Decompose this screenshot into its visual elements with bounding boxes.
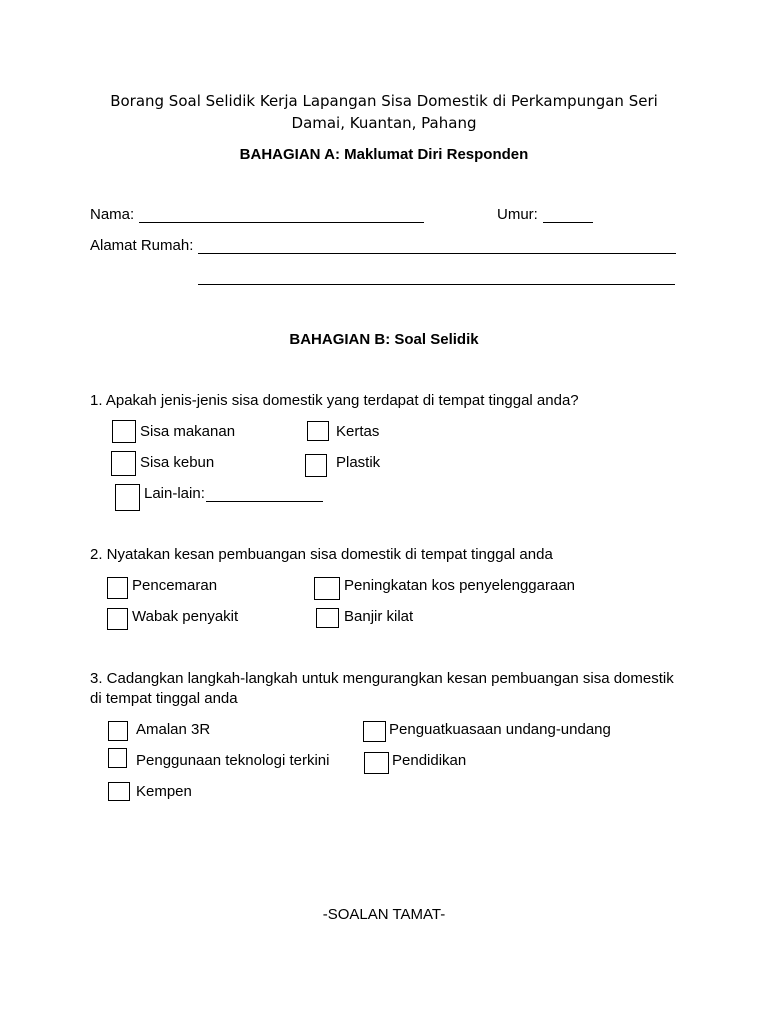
q2-banjir-kilat-label: Banjir kilat [344,608,414,625]
q3-amalan-3r-label: Amalan 3R [136,721,211,738]
q2-pencemaran-label: Pencemaran [132,577,218,594]
q2-peningkatan-kos-label: Peningkatan kos penyelenggaraan [344,577,576,594]
q2-banjir-kilat-checkbox[interactable] [316,608,339,628]
q3-pendidikan-checkbox[interactable] [364,752,389,774]
question-1-text: 1. Apakah jenis-jenis sisa domestik yang terdapat di tempat tinggal anda? [90,392,579,409]
q1-lain-lain-checkbox[interactable] [115,484,140,511]
address-field-line-2[interactable] [198,268,675,285]
q1-sisa-makanan-label: Sisa makanan [140,423,236,440]
form-title-line-2: Damai, Kuantan, Pahang [291,114,477,132]
section-a-heading: BAHAGIAN A: Maklumat Diri Responden [239,146,529,163]
name-field[interactable] [139,206,424,223]
name-label: Nama: [90,206,135,223]
address-label: Alamat Rumah: [90,237,194,254]
question-2-text: 2. Nyatakan kesan pembuangan sisa domestik di tempat tinggal anda [90,546,553,563]
section-b-heading: BAHAGIAN B: Soal Selidik [289,331,479,348]
end-of-questions: -SOALAN TAMAT- [322,906,446,923]
age-field[interactable] [543,206,593,223]
q3-amalan-3r-checkbox[interactable] [108,721,128,741]
q1-sisa-makanan-checkbox[interactable] [112,420,136,443]
q3-penguatkuasaan-checkbox[interactable] [363,721,386,742]
q1-sisa-kebun-checkbox[interactable] [111,451,136,476]
q3-kempen-label: Kempen [136,783,192,800]
q3-teknologi-checkbox[interactable] [108,748,127,768]
q1-kertas-label: Kertas [336,423,380,440]
q3-teknologi-label: Penggunaan teknologi terkini [136,752,330,769]
form-title-line-1: Borang Soal Selidik Kerja Lapangan Sisa Domestik di Perkampungan Seri [110,92,658,110]
q2-peningkatan-kos-checkbox[interactable] [314,577,340,600]
q2-pencemaran-checkbox[interactable] [107,577,128,599]
q1-sisa-kebun-label: Sisa kebun [140,454,215,471]
q1-lain-lain-label: Lain-lain: [144,485,205,502]
address-field-line-1[interactable] [198,237,676,254]
age-label: Umur: [497,206,538,223]
q2-wabak-penyakit-checkbox[interactable] [107,608,128,630]
q3-penguatkuasaan-label: Penguatkuasaan undang-undang [389,721,611,738]
q1-lain-lain-field[interactable] [206,485,323,502]
question-3-text-line-2: di tempat tinggal anda [90,690,238,707]
q2-wabak-penyakit-label: Wabak penyakit [132,608,239,625]
q3-pendidikan-label: Pendidikan [392,752,467,769]
q1-kertas-checkbox[interactable] [307,421,329,441]
q1-plastik-label: Plastik [336,454,381,471]
question-3-text-line-1: 3. Cadangkan langkah-langkah untuk mengurangkan kesan pembuangan sisa domestik [90,670,674,687]
q3-kempen-checkbox[interactable] [108,782,130,801]
q1-plastik-checkbox[interactable] [305,454,327,477]
